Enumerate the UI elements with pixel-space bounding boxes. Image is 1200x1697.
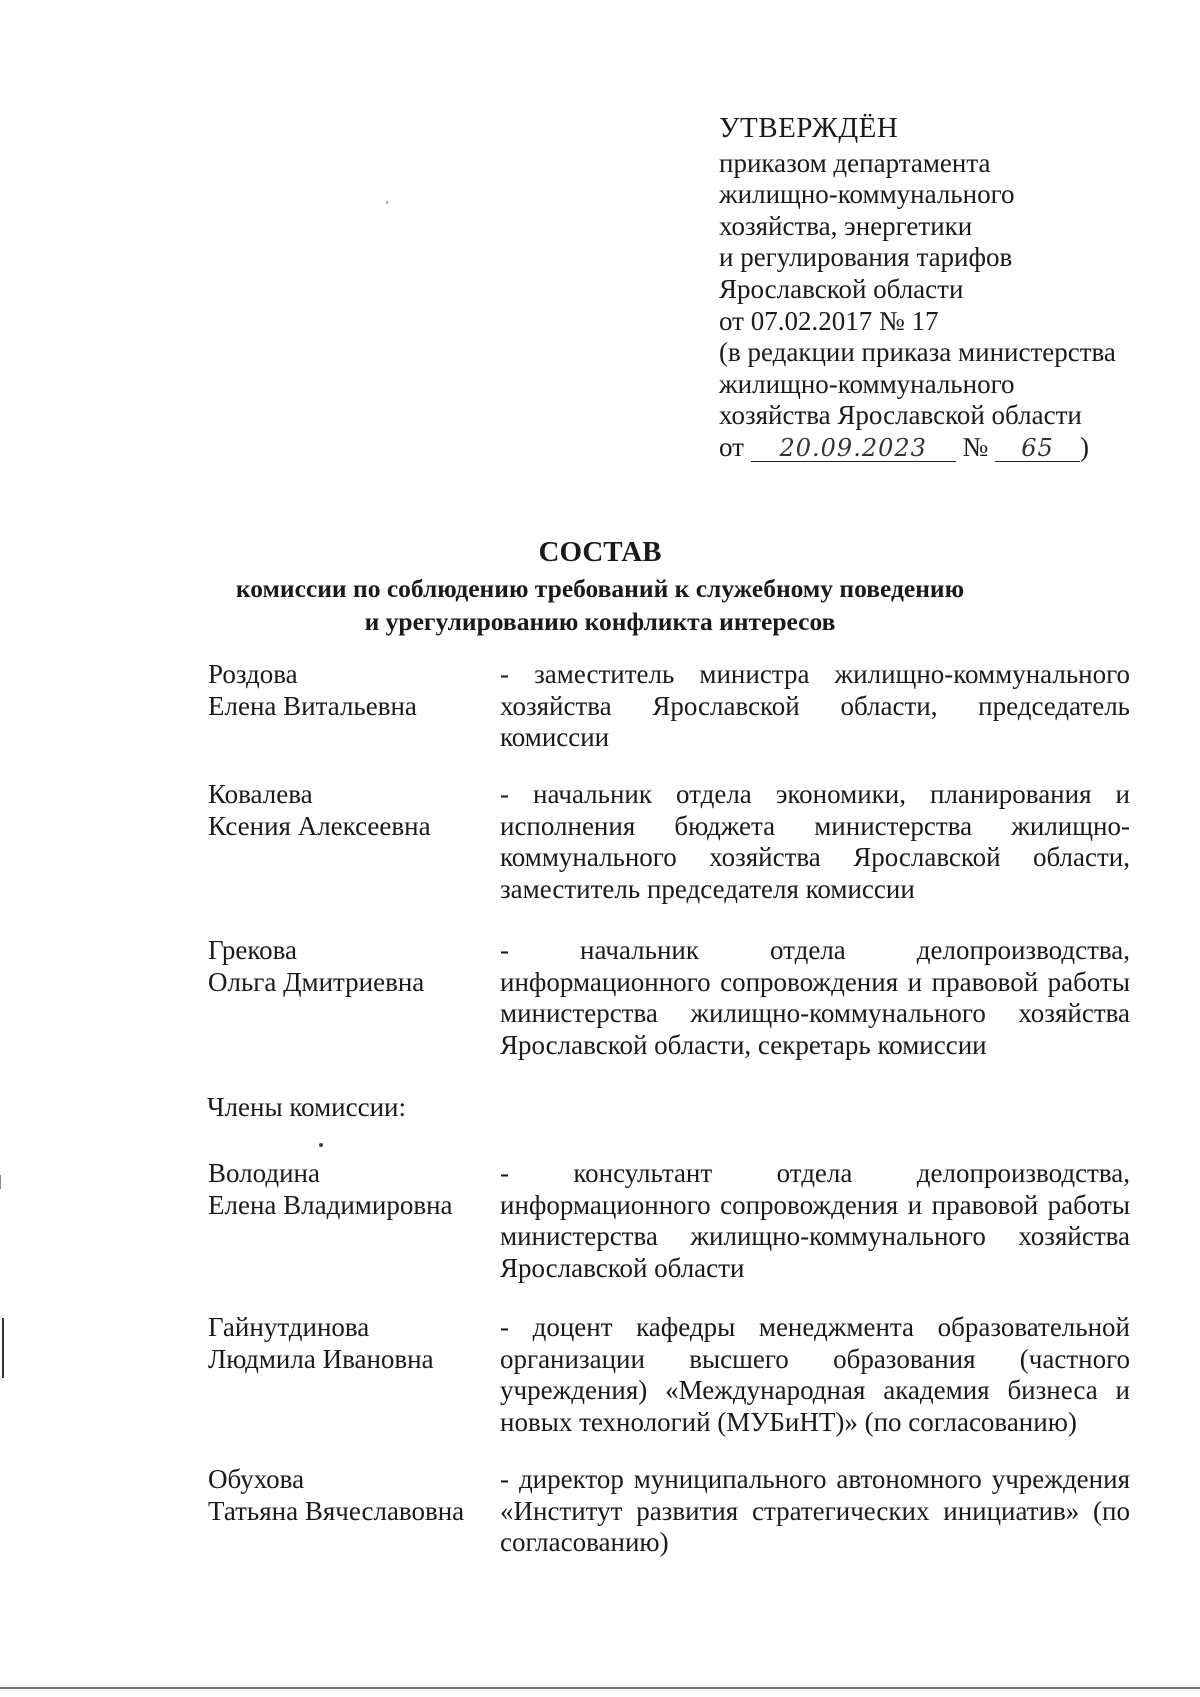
approval-line: жилищно-коммунального [719,368,1015,399]
member-name [208,935,478,998]
member-surname: Володина [208,1158,320,1188]
approval-line: Ярославской области [719,273,964,304]
scan-edge-mark [2,1318,4,1378]
handwritten-number: 65 [995,435,1080,462]
closing-paren: ) [1079,431,1089,462]
member-role: - директор муниципального автономного учреждения «Институт развития стратегических инициатив» (по согласованию) [500,1464,1130,1557]
member-role: - доцент кафедры менеджмента образовательной организации высшего образования (частного учреждения) «Международная академия бизнеса и новых технологий (МУБиНТ)» (по согласованию) [500,1312,1130,1437]
member-name [208,1158,478,1221]
amendment-date-line [719,432,1179,464]
number-sign: № [962,431,989,462]
member-role: - консультант отдела делопроизводства, информационного сопровождения и правовой работы министерства жилищно-коммунального хозяйства Ярославской области [500,1158,1130,1283]
approval-line: хозяйства Ярославской области [719,400,1082,431]
from-label: от [719,431,744,462]
member-role: - начальник отдела делопроизводства, информационного сопровождения и правовой работы министерства жилищно-коммунального хозяйства Ярославской области, секретарь комиссии [500,935,1130,1060]
approval-line: от 07.02.2017 № 17 [719,305,939,336]
member-name [208,659,478,722]
document-subtitle [0,572,1200,638]
approval-title: УТВЕРЖДЁН [719,112,899,144]
scan-edge-mark [0,1175,1,1189]
member-role: - начальник отдела экономики, планирования и исполнения бюджета министерства жилищно-коммунального хозяйства Ярославской области, заместитель председателя комиссии [500,779,1130,904]
scan-speck [386,201,388,204]
member-name [208,1464,478,1527]
scan-speck [319,1143,323,1147]
member-surname: Гайнутдинова [208,1312,370,1342]
member-given-name: Ольга Дмитриевна [208,966,425,997]
approval-block [719,113,1179,464]
member-surname: Грекова [208,935,298,965]
member-given-name: Ксения Алексеевна [208,810,431,841]
member-given-name: Елена Владимировна [208,1189,453,1220]
subtitle-line-1: комиссии по соблюдению требований к служебному поведению [235,574,965,603]
member-given-name: Татьяна Вячеславовна [208,1495,465,1526]
member-given-name: Людмила Ивановна [208,1343,434,1374]
member-given-name: Елена Витальевна [208,690,417,721]
member-surname: Ковалева [208,779,313,809]
member-name [208,1312,478,1375]
scan-bottom-edge [0,1687,1200,1689]
approval-line: жилищно-коммунального [719,179,1015,210]
approval-line: приказом департамента [719,147,991,178]
subtitle-line-2: и урегулированию конфликта интересов [364,607,836,636]
document-title: СОСТАВ [538,536,662,568]
approval-line: хозяйства, энергетики [719,210,973,241]
members-label: Члены комиссии: [207,1092,406,1122]
member-name [208,779,478,842]
member-role: - заместитель министра жилищно-коммунального хозяйства Ярославской области, председатель комиссии [500,659,1130,752]
member-surname: Обухова [208,1464,305,1494]
approval-line: (в редакции приказа министерства [719,337,1116,368]
approval-line: и регулирования тарифов [719,242,1013,273]
member-surname: Роздова [208,659,298,689]
handwritten-date: 20.09.2023 [751,435,956,462]
